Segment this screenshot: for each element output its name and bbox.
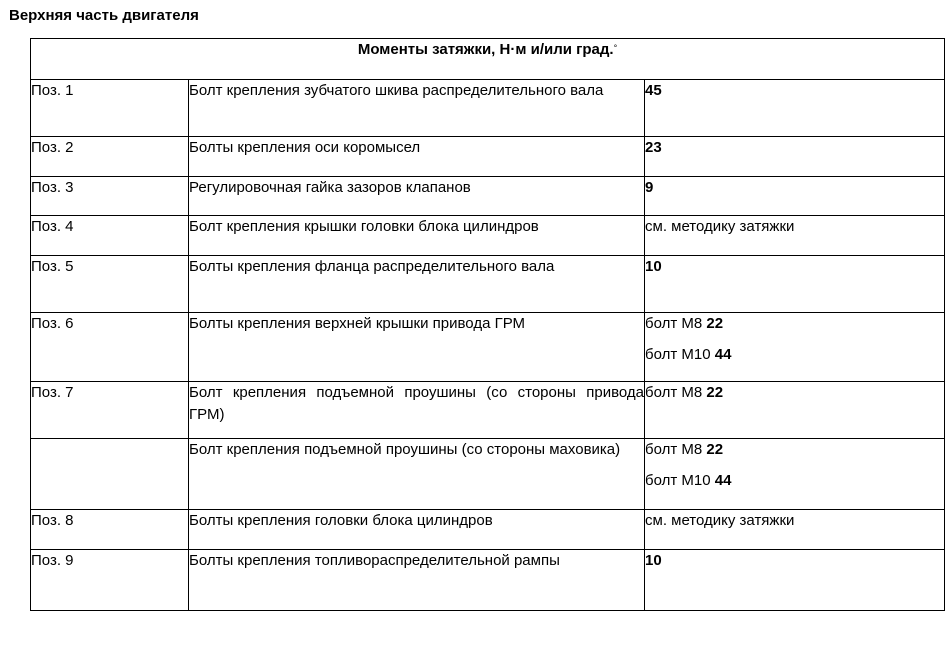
table-row — [31, 137, 945, 177]
table-row — [31, 256, 945, 313]
bolt-size-label: болт М8 — [645, 384, 703, 401]
torque-value-cell: см. методику затяжки — [645, 510, 945, 550]
position-cell: Поз. 1 — [31, 80, 189, 137]
torque-value-cell — [645, 382, 945, 439]
bolt-torque-number: 22 — [706, 384, 724, 401]
description-cell: Болты крепления верхней крышки привода ГРМ — [189, 313, 645, 382]
table-header — [31, 39, 945, 80]
bolt-value-line — [645, 313, 944, 335]
torque-value-cell — [645, 439, 945, 510]
section-title: Верхняя часть двигателя — [9, 7, 199, 24]
torque-value-cell: 10 — [645, 256, 945, 313]
table-row — [31, 80, 945, 137]
bolt-size-label: болт М10 — [645, 472, 711, 489]
position-cell: Поз. 3 — [31, 177, 189, 216]
table-row — [31, 510, 945, 550]
position-cell: Поз. 4 — [31, 216, 189, 256]
description-cell: Болт крепления зубчатого шкива распределительного вала — [189, 80, 645, 137]
description-cell: Болты крепления фланца распределительного вала — [189, 256, 645, 313]
bolt-size-label: болт М8 — [645, 315, 703, 332]
bolt-value-line — [645, 344, 944, 366]
position-cell: Поз. 5 — [31, 256, 189, 313]
bolt-torque-number: 22 — [706, 315, 724, 332]
torque-value-cell — [645, 313, 945, 382]
position-cell: Поз. 9 — [31, 550, 189, 611]
bolt-value-line — [645, 439, 944, 461]
table-row — [31, 550, 945, 611]
torque-value-cell: 10 — [645, 550, 945, 611]
description-cell: Болты крепления оси коромысел — [189, 137, 645, 177]
bolt-size-label: болт М10 — [645, 346, 711, 363]
bolt-torque-number: 44 — [714, 472, 732, 489]
position-cell: Поз. 8 — [31, 510, 189, 550]
position-cell: Поз. 2 — [31, 137, 189, 177]
bolt-value-line — [645, 382, 944, 404]
torque-value-cell: 23 — [645, 137, 945, 177]
degree-mark: ° — [613, 43, 618, 53]
table-header-text: Моменты затяжки, Н·м и/или град. — [357, 41, 614, 58]
description-cell: Болты крепления топливораспределительной рампы — [189, 550, 645, 611]
table-row — [31, 177, 945, 216]
bolt-value-line — [645, 470, 944, 492]
description-cell: Болт крепления подъемной проушины (со стороны привода ГРМ) — [189, 382, 645, 439]
torque-value-cell: см. методику затяжки — [645, 216, 945, 256]
position-cell: Поз. 7 — [31, 382, 189, 439]
torque-table — [30, 38, 945, 611]
table-row — [31, 216, 945, 256]
description-cell: Болт крепления крышки головки блока цилиндров — [189, 216, 645, 256]
table-header-row — [31, 39, 945, 80]
torque-value-cell: 9 — [645, 177, 945, 216]
bolt-torque-number: 22 — [706, 441, 724, 458]
position-cell: Поз. 6 — [31, 313, 189, 382]
bolt-size-label: болт М8 — [645, 441, 703, 458]
bolt-torque-number: 44 — [714, 346, 732, 363]
position-cell — [31, 439, 189, 510]
table-row — [31, 313, 945, 382]
description-cell: Регулировочная гайка зазоров клапанов — [189, 177, 645, 216]
torque-value-cell: 45 — [645, 80, 945, 137]
table-row — [31, 382, 945, 439]
description-cell: Болты крепления головки блока цилиндров — [189, 510, 645, 550]
description-cell: Болт крепления подъемной проушины (со стороны маховика) — [189, 439, 645, 510]
table-row — [31, 439, 945, 510]
